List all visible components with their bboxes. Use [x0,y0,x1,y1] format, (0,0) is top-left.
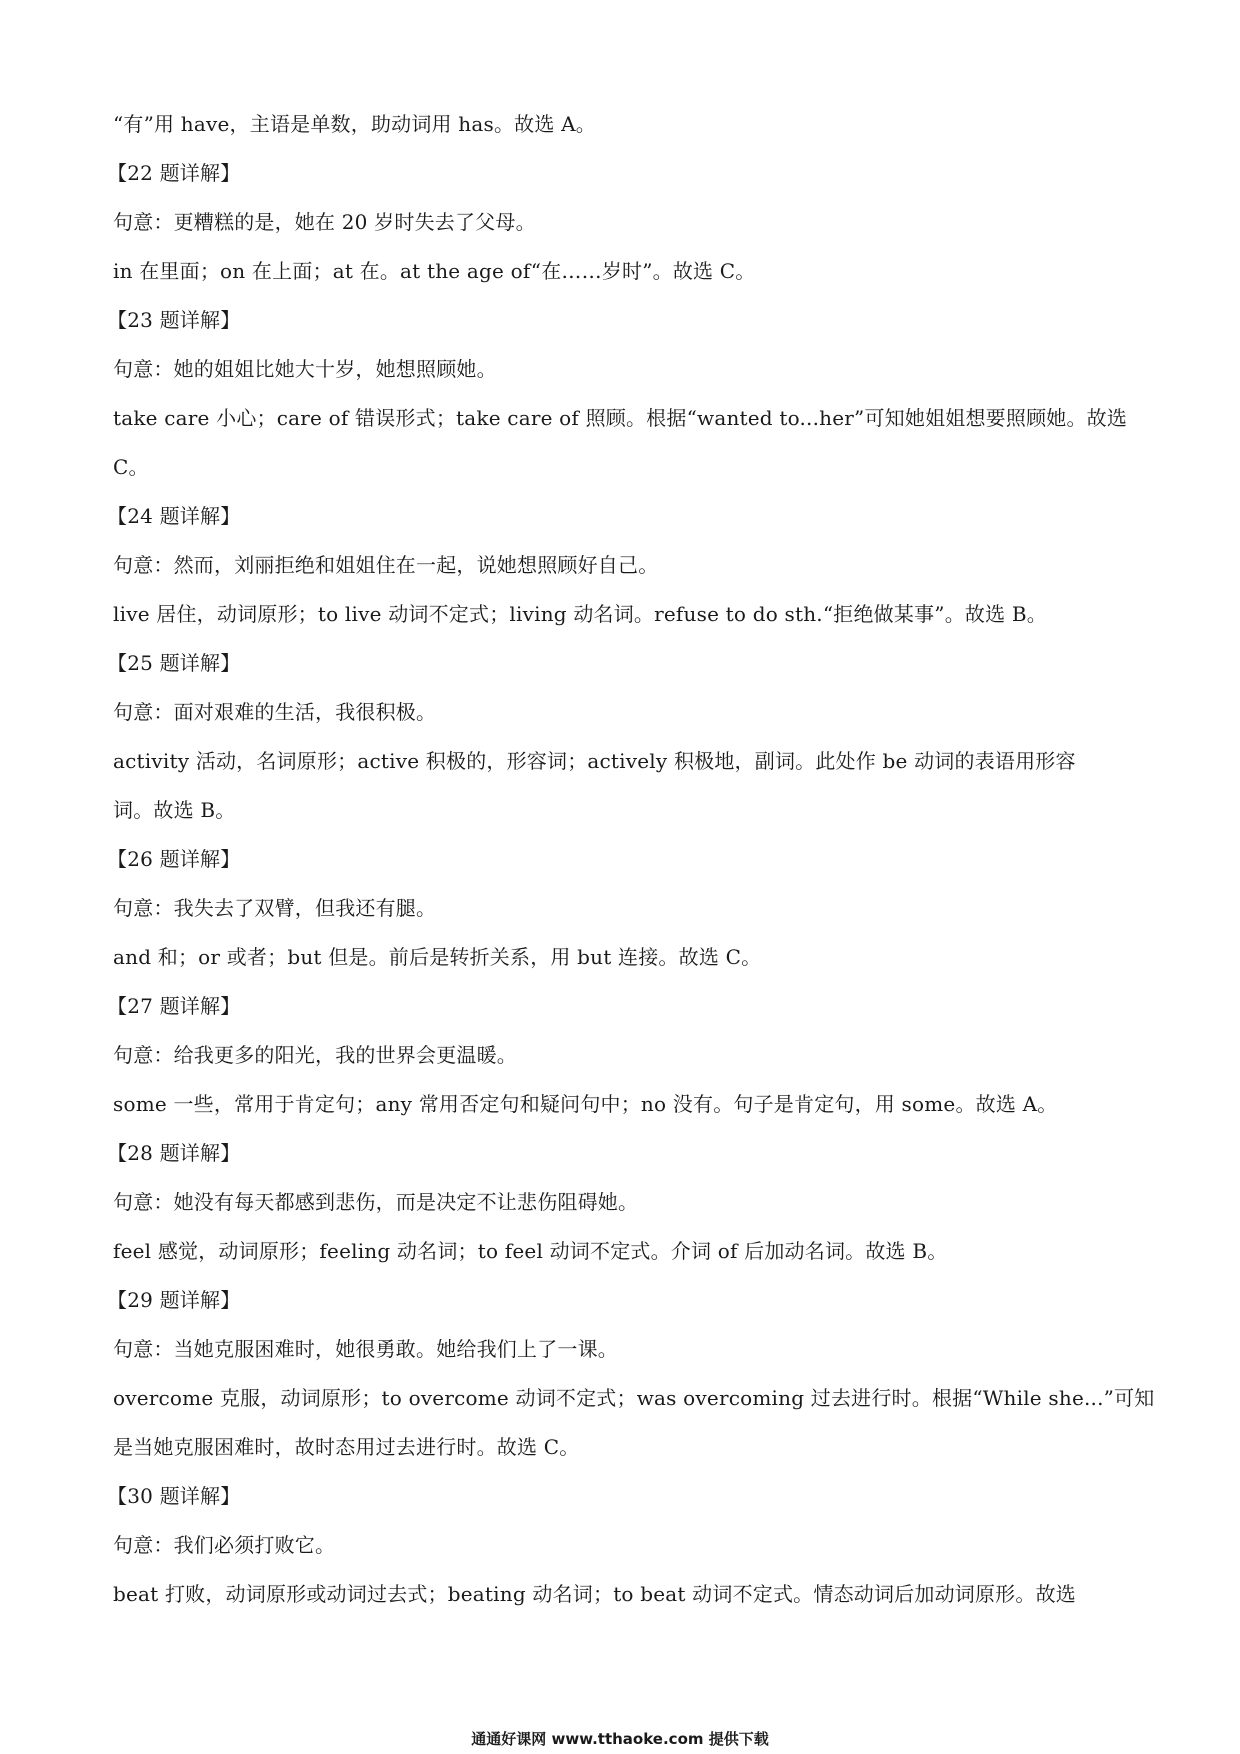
text-line: take care 小心；care of 错误形式；take care of 照顾。根据“wanted to...her”可知她姐姐想要照顾她。故选 [113,406,1128,430]
text-line: and 和；or 或者；but 但是。前后是转折关系，用 but 连接。故选 C。 [113,945,762,969]
text-line: 是当她克服困难时，故时态用过去进行时。故选 C。 [113,1435,580,1459]
sentence-meaning: 句意：更糟糕的是，她在 20 岁时失去了父母。 [113,210,536,234]
section-heading-27: 【27 题详解】 [107,994,241,1018]
sentence-meaning: 句意：她没有每天都感到悲伤，而是决定不让悲伤阻碍她。 [113,1190,639,1214]
text-line: beat 打败，动词原形或动词过去式；beating 动名词；to beat 动词不定式。情态动词后加动词原形。故选 [113,1582,1076,1606]
page-footer: 通通好课网 www.tthaoke.com 提供下载 [471,1730,769,1748]
sentence-meaning: 句意：给我更多的阳光，我的世界会更温暖。 [113,1043,517,1067]
text-line: in 在里面；on 在上面；at 在。at the age of“在……岁时”。故选 C。 [113,259,756,283]
sentence-meaning: 句意：面对艰难的生活，我很积极。 [113,700,437,724]
section-heading-29: 【29 题详解】 [107,1288,241,1312]
sentence-meaning: 句意：她的姐姐比她大十岁，她想照顾她。 [113,357,497,381]
sentence-meaning: 句意：然而，刘丽拒绝和姐姐住在一起，说她想照顾好自己。 [113,553,659,577]
sentence-meaning: 句意：我们必须打败它。 [113,1533,336,1557]
text-line: some 一些，常用于肯定句；any 常用否定句和疑问句中；no 没有。句子是肯定句，用 some。故选 A。 [113,1092,1058,1116]
section-heading-24: 【24 题详解】 [107,504,241,528]
text-line: live 居住，动词原形；to live 动词不定式；living 动名词。refuse to do sth.“拒绝做某事”。故选 B。 [113,602,1047,626]
sentence-meaning: 句意：我失去了双臂，但我还有腿。 [113,896,437,920]
section-heading-26: 【26 题详解】 [107,847,241,871]
sentence-meaning: 句意：当她克服困难时，她很勇敢。她给我们上了一课。 [113,1337,618,1361]
text-line: 词。故选 B。 [113,798,236,822]
text-line: feel 感觉，动词原形；feeling 动名词；to feel 动词不定式。介词 of 后加动名词。故选 B。 [113,1239,948,1263]
section-heading-28: 【28 题详解】 [107,1141,241,1165]
section-heading-25: 【25 题详解】 [107,651,241,675]
section-heading-23: 【23 题详解】 [107,308,241,332]
text-line: activity 活动，名词原形；active 积极的，形容词；actively 积极地，副词。此处作 be 动词的表语用形容 [113,749,1076,773]
text-line: “有”用 have，主语是单数，助动词用 has。故选 A。 [113,112,596,136]
text-line: overcome 克服，动词原形；to overcome 动词不定式；was overcoming 过去进行时。根据“While she...”可知 [113,1386,1155,1410]
section-heading-22: 【22 题详解】 [107,161,241,185]
answer-explanations [107,100,1155,1619]
section-heading-30: 【30 题详解】 [107,1484,241,1508]
text-line: C。 [113,455,149,479]
